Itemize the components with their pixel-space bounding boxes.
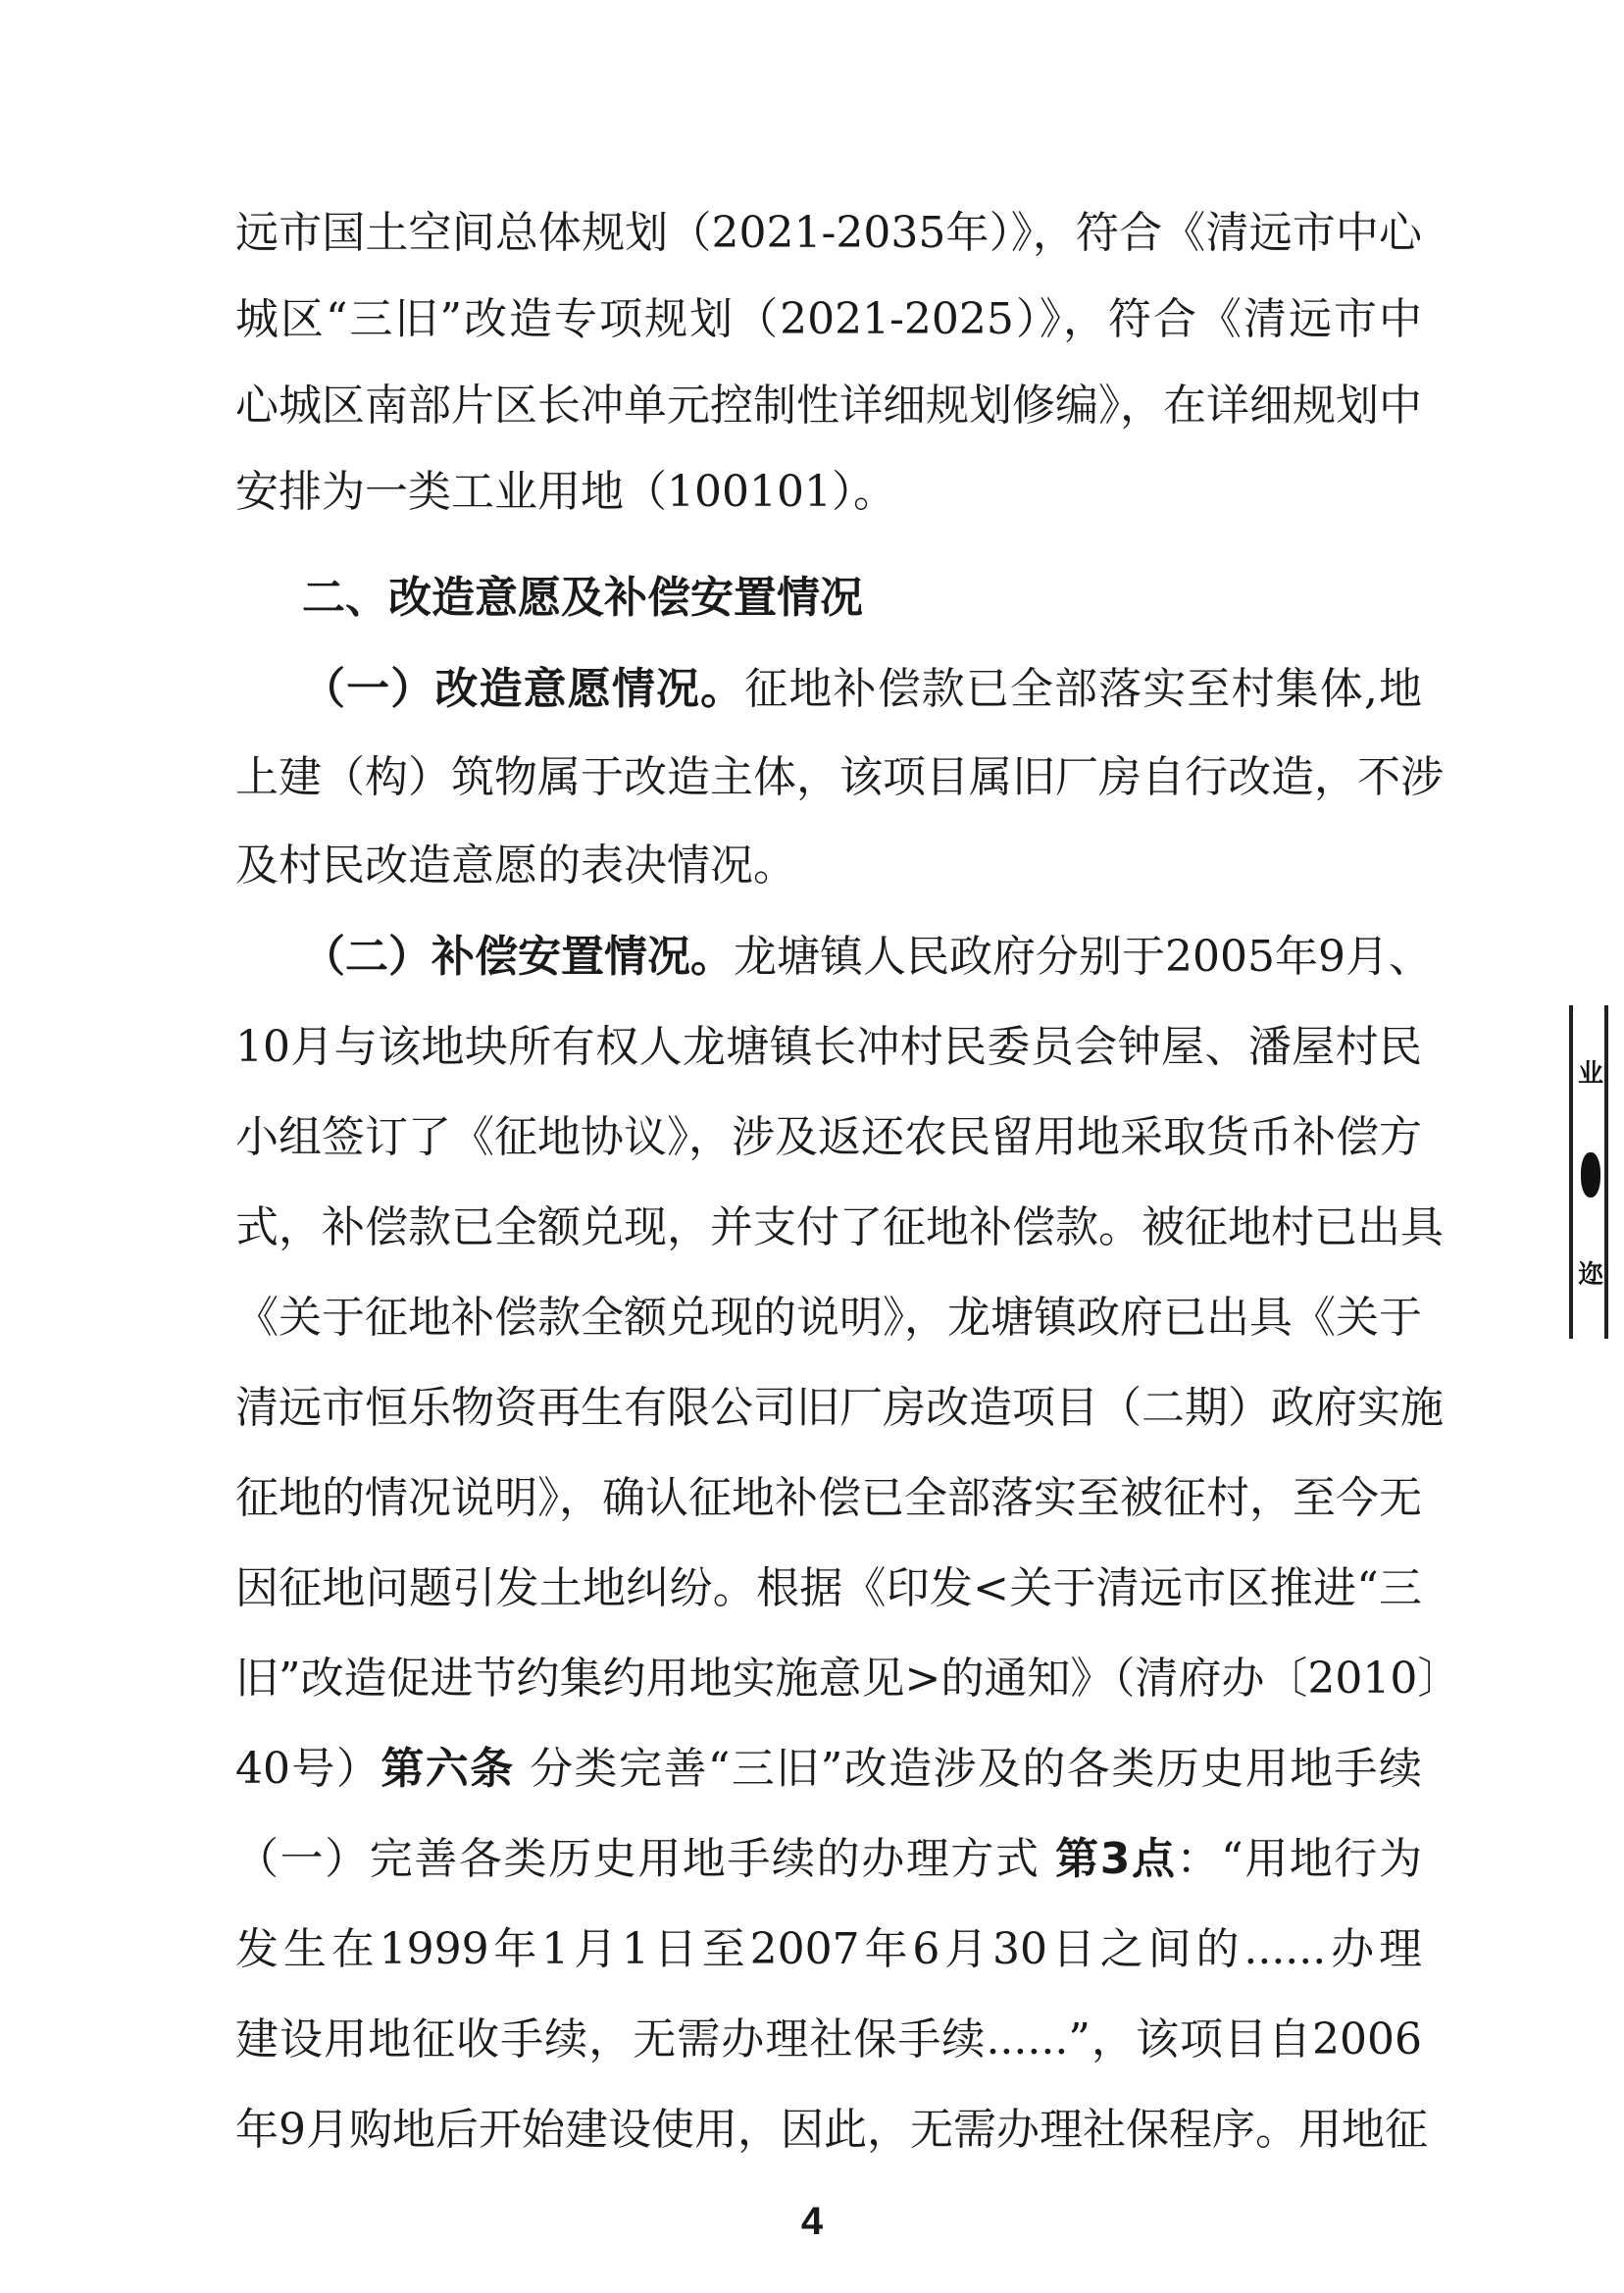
text-line: 建设用地征收手续，无需办理社保手续......”，该项目自2006 (235, 2014, 1422, 2064)
seal-stamp (1569, 1005, 1608, 1339)
subsection-1-heading: （一）改造意愿情况。 (302, 664, 745, 714)
text-line: 年9月购地后开始建设使用，因此，无需办理社保程序。用地征 (235, 2105, 1428, 2155)
page-number: 4 (800, 2200, 824, 2243)
text-line: 发生在1999年1月1日至2007年6月30日之间的......办理 (235, 1924, 1422, 1974)
seal-mark-icon (1581, 1152, 1600, 1197)
text-line: 10月与该地块所有权人龙塘镇长冲村民委员会钟屋、潘屋村民 (235, 1022, 1422, 1072)
text-line: （二）补偿安置情况。龙塘镇人民政府分别于2005年9月、 (302, 932, 1432, 982)
text-line: 因征地问题引发土地纠纷。根据《印发<关于清远市区推进“三 (235, 1563, 1422, 1613)
text-line: 《关于征地补偿款全额兑现的说明》，龙塘镇政府已出具《关于 (235, 1293, 1422, 1343)
text-line: 小组签订了《征地协议》，涉及返还农民留用地采取货币补偿方 (235, 1112, 1422, 1162)
text-line: 心城区南部片区长冲单元控制性详细规划修编》，在详细规划中 (235, 381, 1422, 431)
text-line: 征地的情况说明》，确认征地补偿已全部落实至被征村，至今无 (235, 1473, 1422, 1523)
text-line: 40号）第六条 分类完善“三旧”改造涉及的各类历史用地手续 (235, 1744, 1422, 1794)
text-line: 上建（构）筑物属于改造主体，该项目属旧厂房自行改造，不涉 (235, 752, 1444, 802)
section-2-title: 二、改造意愿及补偿安置情况 (302, 573, 863, 623)
text-line: 远市国土空间总体规划（2021-2035年）》，符合《清远市中心 (235, 208, 1422, 258)
text-line: 及村民改造意愿的表决情况。 (235, 841, 796, 891)
subsection-2-heading: （二）补偿安置情况。 (302, 932, 734, 982)
text-line: 式，补偿款已全额兑现，并支付了征地补偿款。被征地村已出具 (235, 1202, 1444, 1252)
text-line: （一）完善各类历史用地手续的办理方式 第3点：“用地行为 (235, 1834, 1422, 1884)
text-line: 安排为一类工业用地（100101）。 (235, 467, 896, 517)
text-line: 城区“三旧”改造专项规划（2021-2025）》，符合《清远市中 (235, 294, 1422, 344)
text-line: （一）改造意愿情况。征地补偿款已全部落实至村集体,地 (302, 664, 1422, 714)
text-line: 旧”改造促进节约集约用地实施意见>的通知》（清府办〔2010〕 (235, 1654, 1461, 1704)
seal-char: 迩 (1577, 1260, 1603, 1290)
text-line: 清远市恒乐物资再生有限公司旧厂房改造项目（二期）政府实施 (235, 1383, 1444, 1433)
seal-char: 业 (1577, 1059, 1603, 1089)
